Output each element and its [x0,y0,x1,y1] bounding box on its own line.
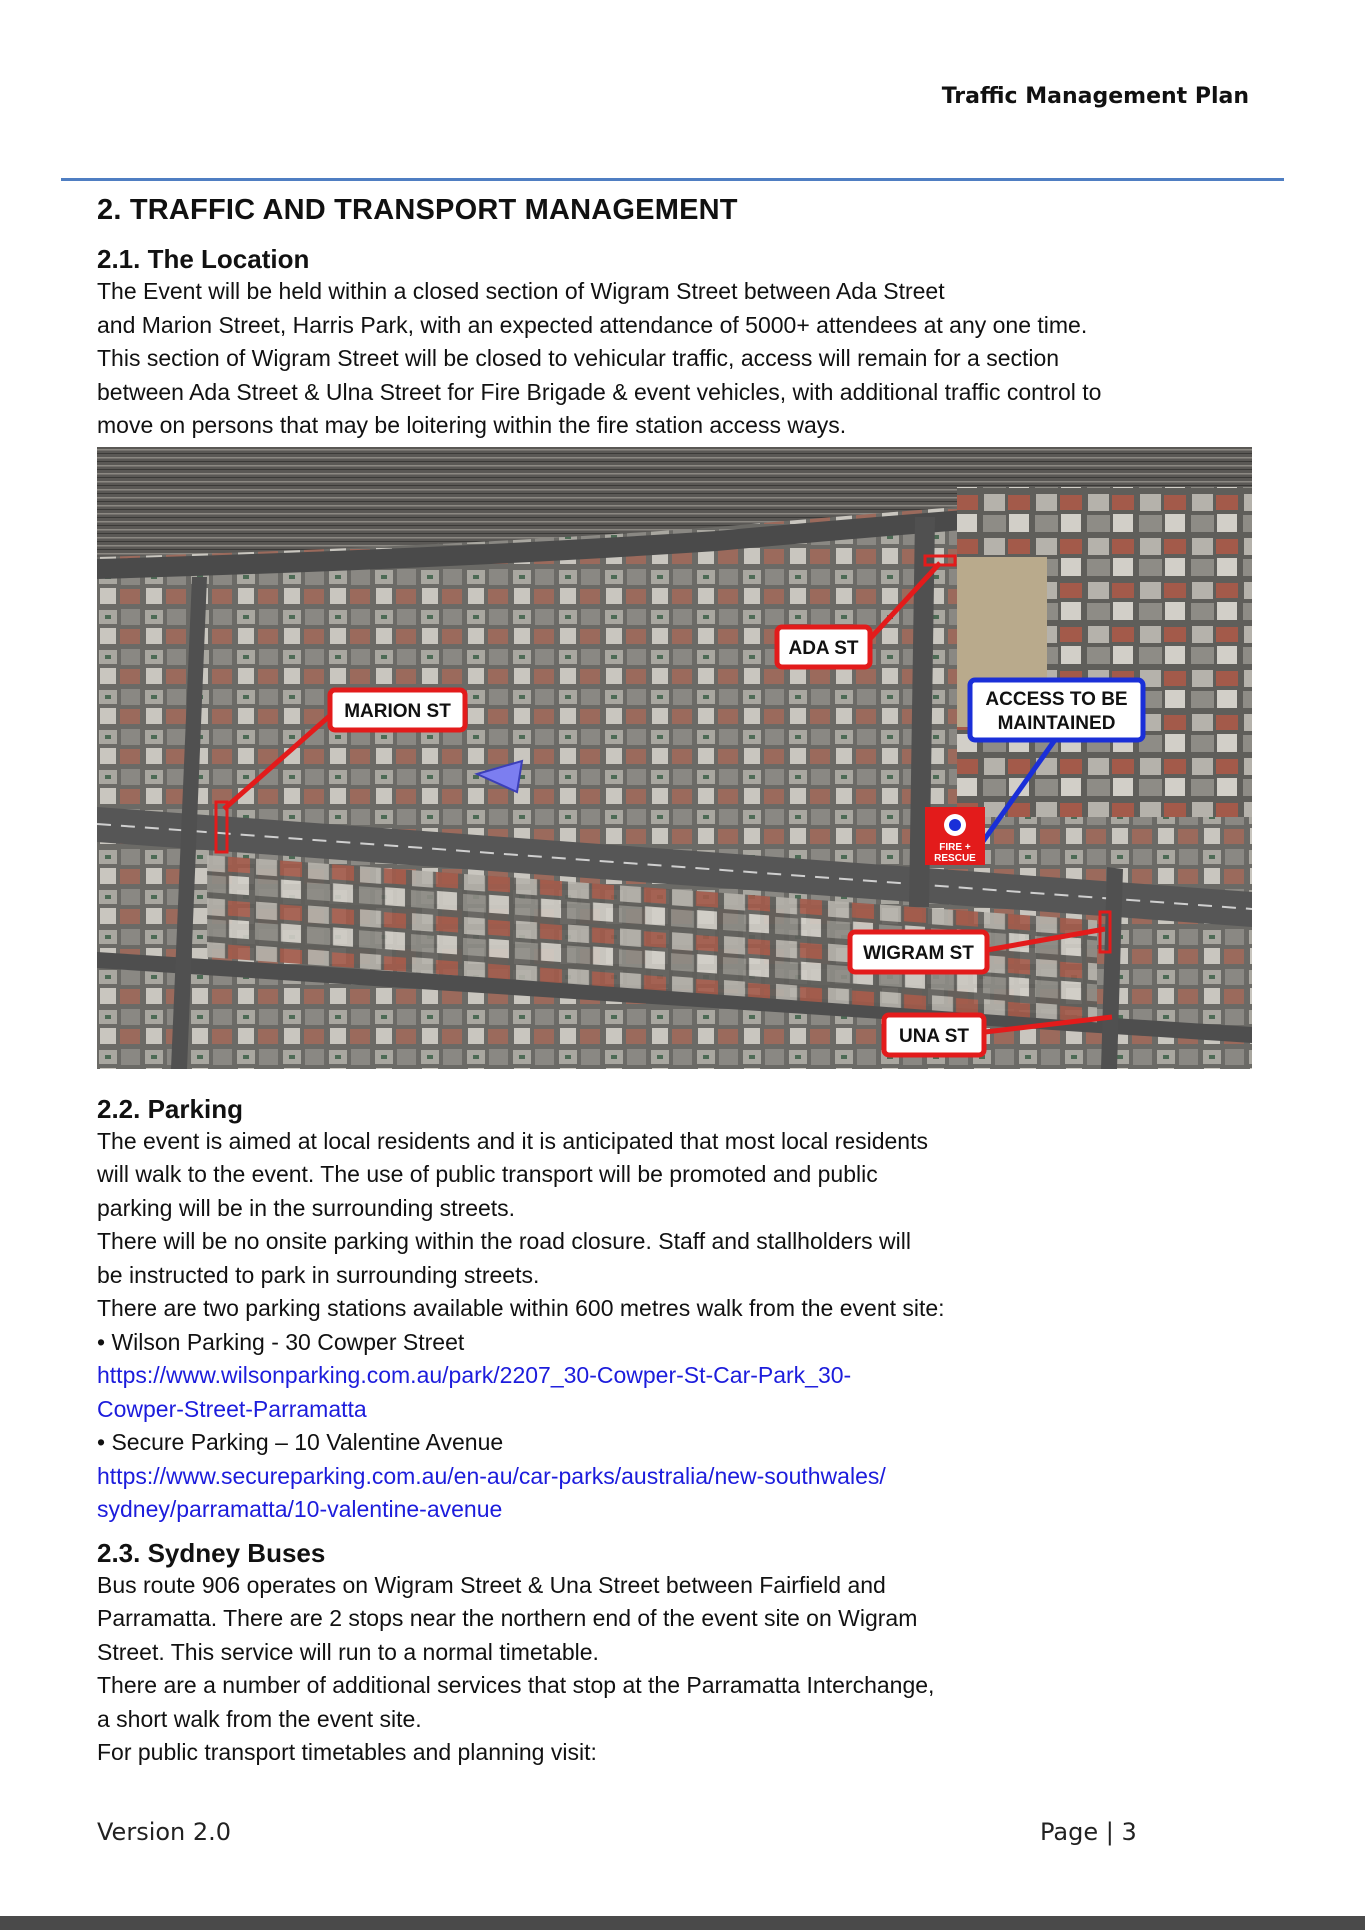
svg-text:MAINTAINED: MAINTAINED [997,712,1116,734]
parking-text-line: be instructed to park in surrounding streets. [97,1261,540,1288]
footer-page-number: Page | 3 [1040,1818,1137,1846]
page-bottom-bar [0,1916,1365,1930]
buses-text-line: Bus route 906 operates on Wigram Street & Una Street between Fairfield and [97,1571,886,1598]
label-wigram-st [850,932,987,972]
label-marion-st [330,690,465,730]
location-heading: 2.1. The Location [97,244,310,274]
footer-version: Version 2.0 [97,1818,232,1846]
buses-text-line: Parramatta. There are 2 stops near the northern end of the event site on Wigram [97,1605,918,1631]
fire-rescue-badge [925,807,985,865]
buses-text-line: a short walk from the event site. [97,1705,422,1732]
wilson-parking-item: • Wilson Parking - 30 Cowper Street [97,1328,465,1355]
secure-parking-link-cont[interactable]: sydney/parramatta/10-valentine-avenue [97,1496,503,1522]
svg-text:ACCESS TO BE: ACCESS TO BE [985,688,1128,710]
parking-text-line: There will be no onsite parking within the road closure. Staff and stallholders will [97,1228,911,1254]
wilson-parking-link-cont[interactable]: Cowper-Street-Parramatta [97,1395,367,1422]
location-text-line: The Event will be held within a closed section of Wigram Street between Ada Street [97,278,945,304]
parking-text-line: parking will be in the surrounding streets. [97,1194,516,1221]
buses-text-line: Street. This service will run to a normal timetable. [97,1638,599,1665]
section-title: 2. TRAFFIC AND TRANSPORT MANAGEMENT [97,194,738,226]
svg-text:RESCUE: RESCUE [934,852,976,864]
buses-text-line: There are a number of additional services that stop at the Parramatta Interchange, [97,1672,935,1698]
label-una-st [884,1015,984,1055]
secure-parking-item: • Secure Parking – 10 Valentine Avenue [97,1429,504,1455]
parking-text-line: The event is aimed at local residents and it is anticipated that most local residents [97,1127,928,1154]
main-content [97,194,1257,1770]
header-rule [61,178,1284,181]
svg-text:UNA ST: UNA ST [898,1025,970,1047]
label-access-maintained [970,680,1143,740]
buses-heading: 2.3. Sydney Buses [97,1537,326,1568]
svg-text:MARION ST: MARION ST [344,700,451,722]
aerial-map [97,447,1252,1069]
label-ada-st [777,627,870,667]
svg-text:FIRE +: FIRE + [939,841,971,853]
parking-text-line: will walk to the event. The use of public transport will be promoted and public [97,1161,878,1187]
svg-text:WIGRAM ST: WIGRAM ST [863,942,974,964]
buses-text-line: For public transport timetables and planning visit: [97,1739,597,1765]
svg-text:ADA ST: ADA ST [788,637,859,659]
parking-text-line: There are two parking stations available within 600 metres walk from the event site: [97,1295,945,1321]
wilson-parking-link[interactable]: https://www.wilsonparking.com.au/park/2207_30-Cowper-St-Car-Park_30- [97,1362,852,1388]
location-text-line: This section of Wigram Street will be closed to vehicular traffic, access will remain for a section [97,345,1060,371]
parking-heading: 2.2. Parking [97,1093,243,1124]
secure-parking-link[interactable]: https://www.secureparking.com.au/en-au/car-parks/australia/new-southwales/ [97,1462,886,1489]
location-text-line: between Ada Street & Ulna Street for Fire Brigade & event vehicles, with additional traffic control to [97,378,1102,405]
location-text-line: move on persons that may be loitering within the fire station access ways. [97,412,847,438]
location-text-line: and Marion Street, Harris Park, with an expected attendance of 5000+ attendees at any one time. [97,311,1088,338]
header-title: Traffic Management Plan [941,84,1249,109]
